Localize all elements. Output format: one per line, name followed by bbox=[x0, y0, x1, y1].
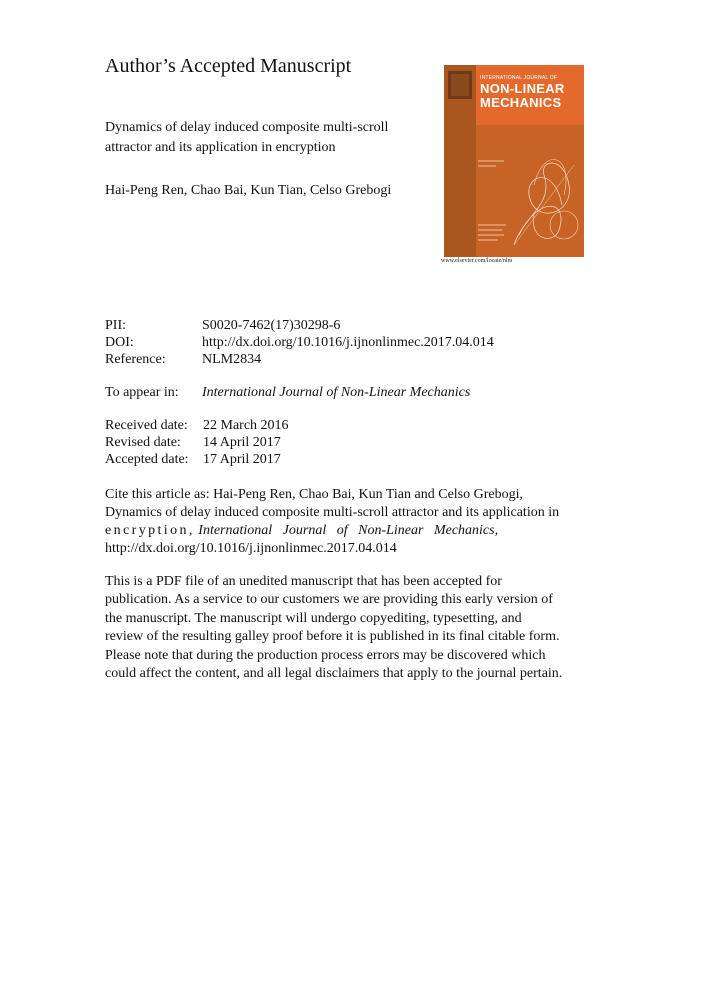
citation-line-2: Dynamics of delay induced composite multi-scroll attractor and its application in bbox=[105, 505, 560, 520]
pii-value: S0020-7462(17)30298-6 bbox=[202, 318, 341, 333]
notice-line-2: publication. As a service to our customers we are providing this early version of bbox=[105, 592, 553, 607]
citation-line-1: Cite this article as: Hai-Peng Ren, Chao Bai, Kun Tian and Celso Grebogi, bbox=[105, 487, 524, 502]
received-label: Received date: bbox=[105, 418, 188, 433]
doi-label: DOI: bbox=[105, 335, 134, 350]
citation-encryption: encryption, bbox=[105, 523, 195, 538]
citation-doi-link[interactable]: http://dx.doi.org/10.1016/j.ijnonlinmec.2017.04.014 bbox=[105, 541, 397, 556]
doi-link[interactable]: http://dx.doi.org/10.1016/j.ijnonlinmec.2017.04.014 bbox=[202, 335, 494, 350]
page-heading: Author’s Accepted Manuscript bbox=[105, 55, 352, 77]
pii-label: PII: bbox=[105, 318, 126, 333]
reference-value: NLM2834 bbox=[202, 352, 262, 367]
journal-name: International Journal of Non-Linear Mechanics bbox=[202, 385, 471, 400]
citation-journal: International Journal of Non-Linear Mechanics, bbox=[198, 523, 499, 538]
citation-line-3 bbox=[105, 522, 498, 541]
notice-line-5: Please note that during the production process errors may be discovered which bbox=[105, 648, 546, 663]
received-value: 22 March 2016 bbox=[203, 418, 289, 433]
notice-line-1: This is a PDF file of an unedited manuscript that has been accepted for bbox=[105, 574, 502, 589]
accepted-value: 17 April 2017 bbox=[203, 452, 281, 467]
notice-line-4: review of the resulting galley proof before it is published in its final citable form. bbox=[105, 629, 560, 644]
notice-line-3: the manuscript. The manuscript will undergo copyediting, typesetting, and bbox=[105, 611, 522, 626]
revised-label: Revised date: bbox=[105, 435, 181, 450]
revised-value: 14 April 2017 bbox=[203, 435, 281, 450]
reference-label: Reference: bbox=[105, 352, 166, 367]
article-authors: Hai-Peng Ren, Chao Bai, Kun Tian, Celso Grebogi bbox=[105, 183, 392, 198]
cover-title-line-2: MECHANICS bbox=[480, 95, 562, 110]
appear-label: To appear in: bbox=[105, 385, 179, 400]
article-title: Dynamics of delay induced composite multi-scroll attractor and its application in encryption bbox=[105, 120, 389, 155]
cover-small-title: INTERNATIONAL JOURNAL OF bbox=[480, 75, 558, 81]
notice-line-6: could affect the content, and all legal disclaimers that apply to the journal pertain. bbox=[105, 666, 563, 681]
journal-cover-image bbox=[444, 65, 584, 257]
cover-title-line-1: NON-LINEAR bbox=[480, 81, 565, 96]
cover-url-link[interactable]: www.elsevier.com/locate/nlm bbox=[441, 258, 513, 264]
accepted-label: Accepted date: bbox=[105, 452, 189, 467]
